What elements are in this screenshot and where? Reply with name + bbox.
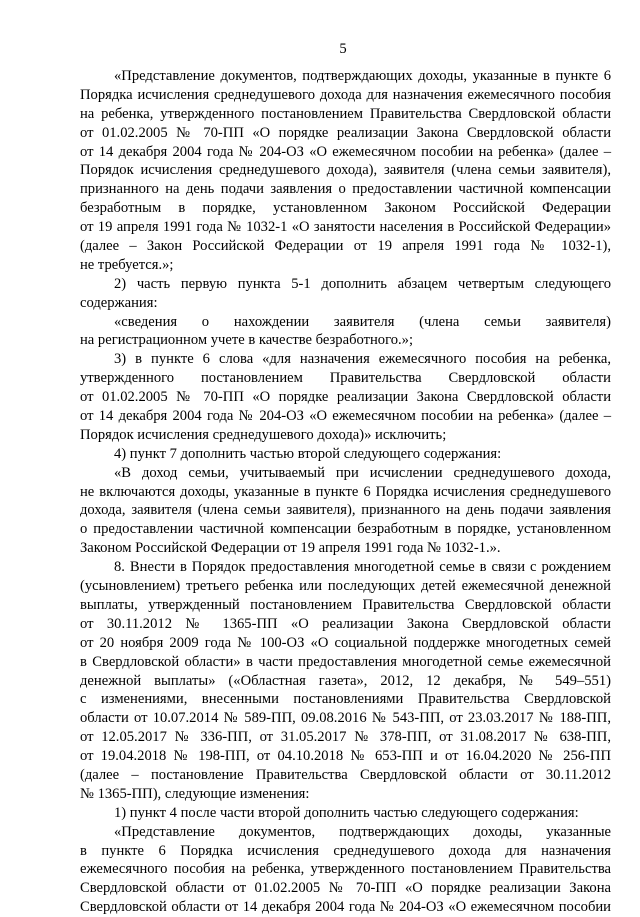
text-line: 8. Внести в Порядок предоставления многодетной семье в связи с рождением (114, 559, 611, 576)
text-line: в пункте 6 Порядка исчисления среднедушевого дохода для назначения (80, 842, 611, 859)
text-line: № 1365-ПП), следующие изменения: (80, 785, 310, 802)
text-line: Свердловской области от 14 декабря 2004 года № 204-ОЗ «О ежемесячном пособии (80, 899, 611, 916)
text-line: (далее – Закон Российской Федерации от 19 апреля 1991 года № 1032-1), (80, 238, 611, 255)
text-line: от 14 декабря 2004 года № 204-ОЗ «О ежемесячном пособии на ребенка» (далее – (80, 408, 611, 425)
text-line: от 19.04.2018 № 198-ПП, от 04.10.2018 № 653-ПП и от 16.04.2020 № 256-ПП (80, 748, 611, 765)
text-line: «сведения о нахождении заявителя (члена семьи заявителя) (114, 313, 611, 330)
document-body (80, 67, 611, 917)
text-line: Законом Российской Федерации от 19 апреля 1991 года № 1032-1.». (80, 540, 501, 557)
text-line: 3) в пункте 6 слова «для назначения ежемесячного пособия на ребенка, (114, 351, 611, 368)
text-line: ежемесячного пособия на ребенка, утвержденного постановлением Правительства (80, 861, 611, 878)
text-line: Порядка исчисления среднедушевого дохода для назначения ежемесячного пособия (80, 86, 611, 103)
text-line: от 20 ноября 2009 года № 100-ОЗ «О социальной поддержке многодетных семей (80, 634, 611, 651)
text-line: денежной выплаты» («Областная газета», 2012, 12 декабря, № 549–551) (80, 672, 611, 689)
text-line: признанного на день подачи заявления о предоставлении частичной компенсации (80, 181, 611, 198)
text-line: от 30.11.2012 № 1365-ПП «О реализации Закона Свердловской области (80, 615, 611, 632)
text-line: Порядок исчисления среднедушевого дохода)» исключить; (80, 426, 447, 443)
text-line: от 01.02.2005 № 70-ПП «О порядке реализации Закона Свердловской области (80, 389, 611, 406)
text-line: (далее – постановление Правительства Свердловской области от 30.11.2012 (80, 766, 611, 783)
text-line: от 01.02.2005 № 70-ПП «О порядке реализации Закона Свердловской области (80, 124, 611, 141)
text-line: в Свердловской области» в части предоставления многодетной семье ежемесячной (80, 653, 611, 670)
text-line: от 14 декабря 2004 года № 204-ОЗ «О ежемесячном пособии на ребенка» (далее – (80, 143, 611, 160)
text-line: содержания: (80, 294, 158, 311)
text-line: о предоставлении частичной компенсации безработным в порядке, установленном (80, 521, 611, 538)
text-line: Порядок исчисления среднедушевого дохода), заявителя (члена семьи заявителя), (80, 162, 611, 179)
text-line: 4) пункт 7 дополнить частью второй следующего содержания: (114, 445, 502, 462)
text-line: безработным в порядке, установленном Законом Российской Федерации (80, 200, 611, 217)
text-line: не требуется.»; (80, 256, 174, 273)
text-line: области от 10.07.2014 № 589-ПП, 09.08.2016 № 543-ПП, от 23.03.2017 № 188-ПП, (80, 710, 611, 727)
text-line: Свердловской области от 01.02.2005 № 70-ПП «О порядке реализации Закона (80, 880, 611, 897)
page-number: 5 (339, 41, 347, 57)
text-line: «Представление документов, подтверждающих доходы, указанные в пункте 6 (114, 68, 611, 84)
text-line: не включаются доходы, указанные в пункте 6 Порядка исчисления среднедушевого (80, 483, 611, 500)
text-line: 2) часть первую пункта 5-1 дополнить абзацем четвертым следующего (114, 275, 611, 292)
text-line: дохода, заявителя (члена семьи заявителя), признанного на день подачи заявления (80, 502, 611, 519)
text-line: на регистрационном учете в качестве безработного.»; (80, 332, 413, 349)
text-line: с изменениями, внесенными постановлениями Правительства Свердловской (80, 691, 611, 708)
text-line: от 12.05.2017 № 336-ПП, от 31.05.2017 № 378-ПП, от 31.08.2017 № 638-ПП, (80, 729, 611, 746)
text-line: на ребенка, утвержденного постановлением Правительства Свердловской области (80, 105, 611, 122)
text-line: «Представление документов, подтверждающих доходы, указанные (114, 823, 611, 840)
text-line: (усыновлением) третьего ребенка или последующих детей ежемесячной денежной (80, 578, 611, 595)
text-line: утвержденного постановлением Правительства Свердловской области (80, 370, 611, 387)
text-line: от 19 апреля 1991 года № 1032-1 «О занятости населения в Российской Федерации» (80, 219, 611, 236)
text-line: выплаты, утвержденный постановлением Правительства Свердловской области (80, 596, 611, 613)
text-line: 1) пункт 4 после части второй дополнить частью следующего содержания: (114, 804, 579, 821)
text-line: «В доход семьи, учитываемый при исчислении среднедушевого дохода, (114, 464, 611, 481)
